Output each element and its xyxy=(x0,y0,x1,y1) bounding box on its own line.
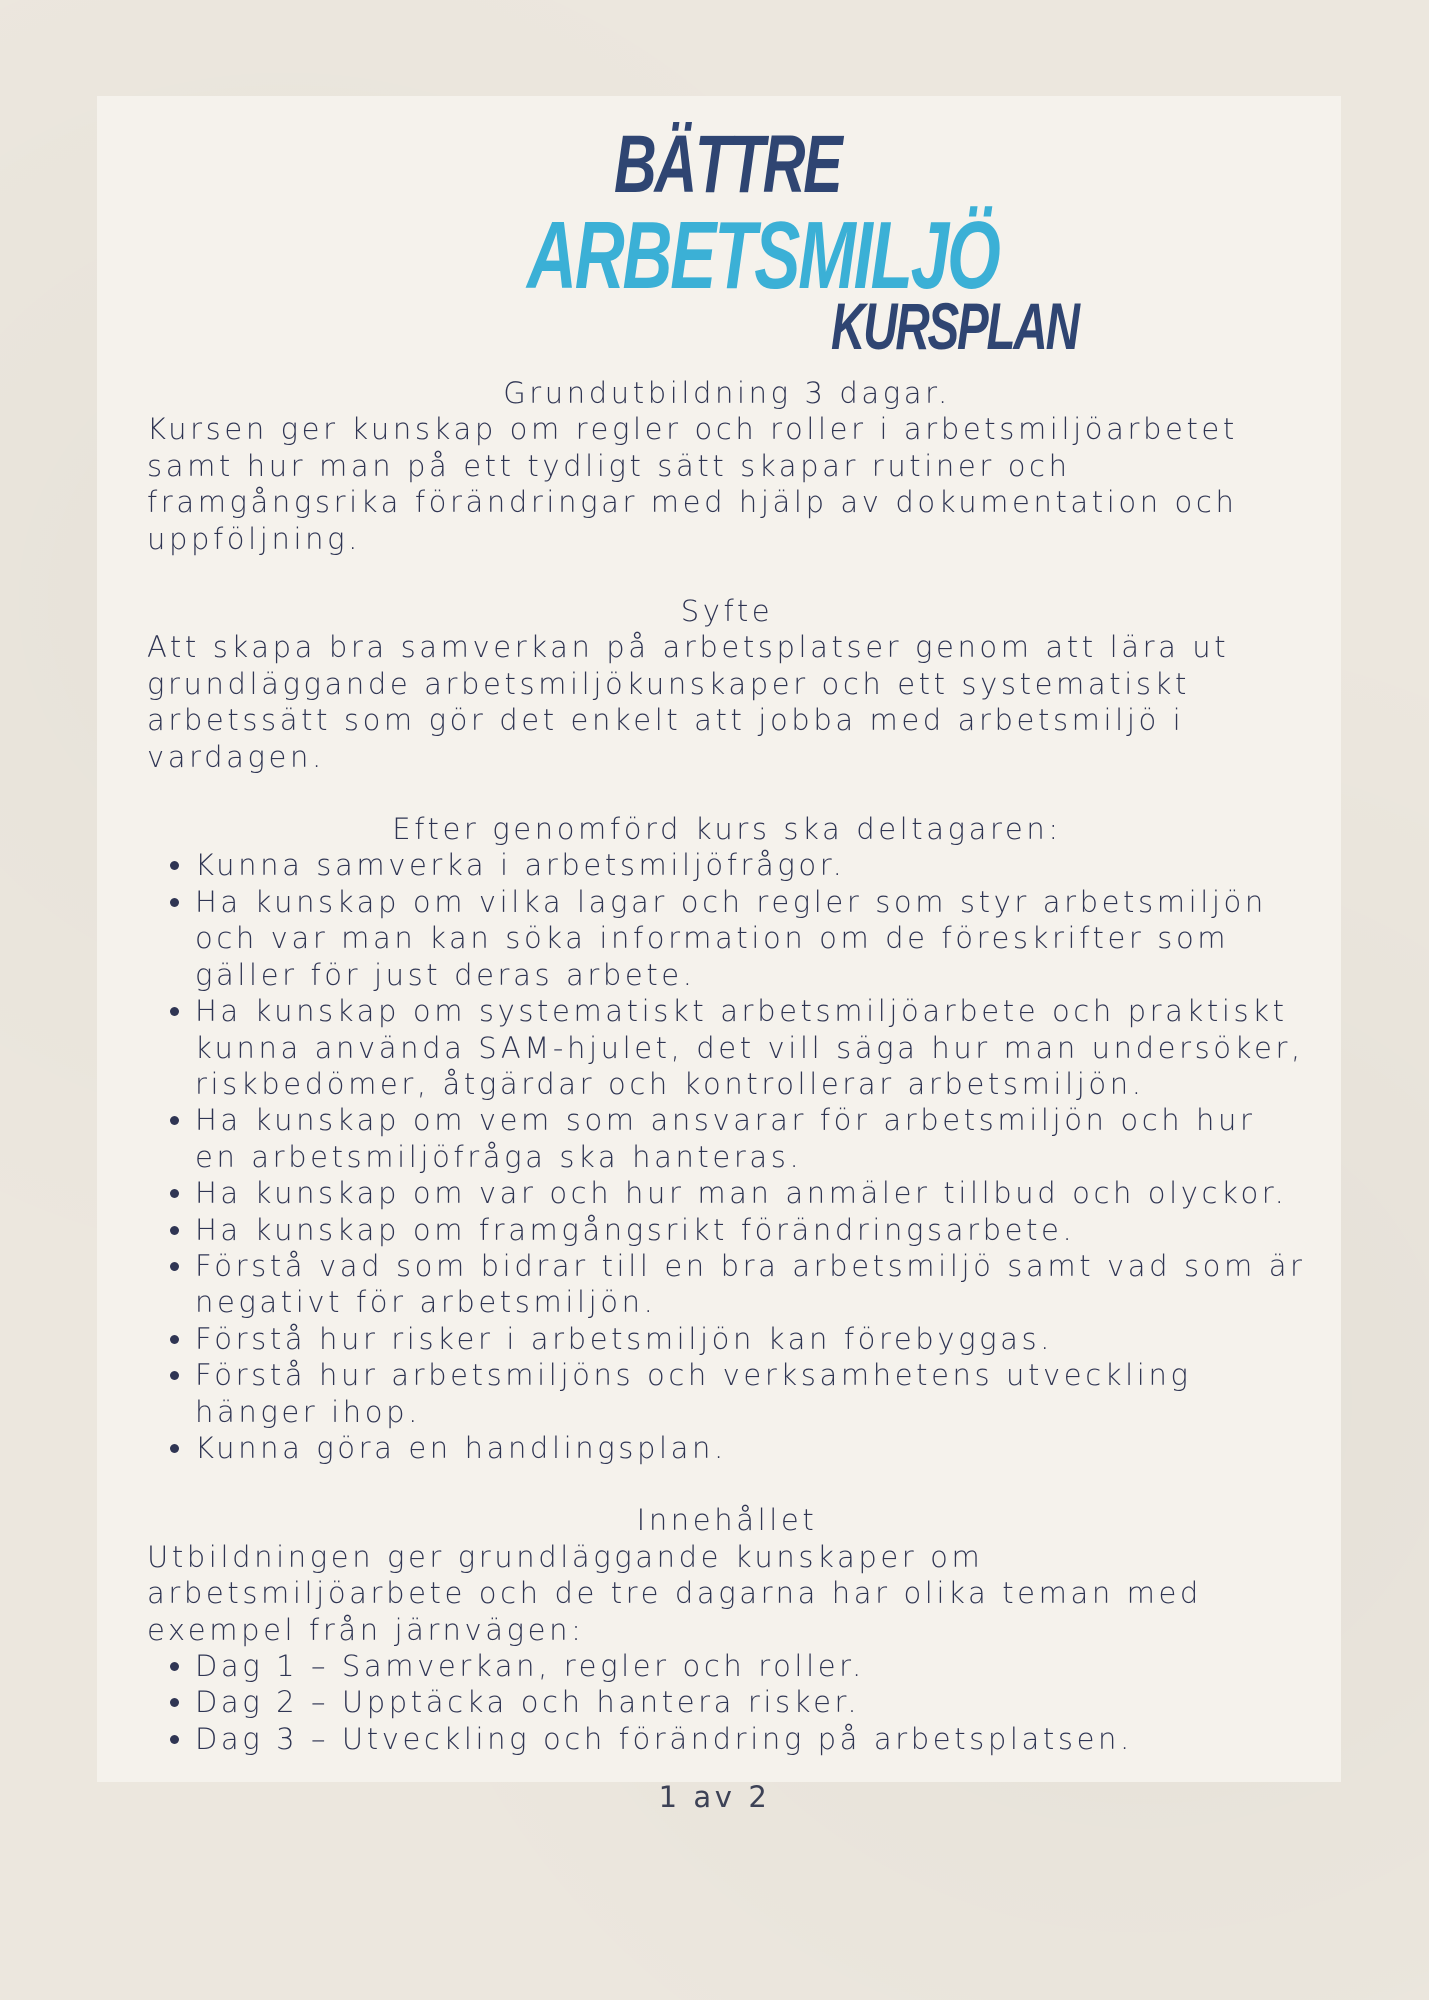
title-line-battre: BÄTTRE xyxy=(614,119,841,210)
content-heading: Innehållet xyxy=(636,1503,818,1538)
list-item: • Förstå vad som bidrar till en bra arbetsmiljö samt vad som är negativt för arbetsmiljön. xyxy=(195,1248,1307,1321)
list-item: • Dag 1 – Samverkan, regler och roller. xyxy=(195,1648,1307,1684)
content-card xyxy=(97,96,1341,1782)
title-line-kursplan: KURSPLAN xyxy=(831,289,1078,363)
outcomes-list xyxy=(147,847,1307,1466)
list-item: • Kunna samverka i arbetsmiljöfrågor. xyxy=(195,847,1307,883)
list-item: • Ha kunskap om framgångsrikt förändringsarbete. xyxy=(195,1212,1307,1248)
content-text: Utbildningen ger grundläggande kunskaper om arbetsmiljöarbete och de tre dagarna har olika teman med exempel från järnvägen: xyxy=(147,1539,1202,1647)
page-indicator: 1 av 2 xyxy=(658,1780,771,1814)
intro-heading: Grundutbildning 3 dagar. xyxy=(503,376,951,410)
purpose-text: Att skapa bra samverkan på arbetsplatser genom att lära ut grundläggande arbetsmiljökunskaper och ett systematiskt arbetssätt som gör det enkelt att jobba med arbetsmiljö i vardagen. xyxy=(147,630,1230,774)
document-title xyxy=(97,96,1341,363)
list-item: • Dag 2 – Upptäcka och hantera risker. xyxy=(195,1684,1307,1720)
title-line-arbetsmiljo: ARBETSMILJÖ xyxy=(527,202,999,309)
list-item: • Ha kunskap om vilka lagar och regler som styr arbetsmiljön och var man kan söka information om de föreskrifter som gäller för just deras arbete. xyxy=(195,884,1307,993)
list-item: • Ha kunskap om vem som ansvarar för arbetsmiljön och hur en arbetsmiljöfråga ska hanteras. xyxy=(195,1102,1307,1175)
intro-text: Kursen ger kunskap om regler och roller i arbetsmiljöarbetet samt hur man på ett tydligt sätt skapar rutiner och framgångsrika förändringar med hjälp av dokumentation och uppföljning. xyxy=(147,412,1238,556)
list-item: • Förstå hur arbetsmiljöns och verksamhetens utveckling hänger ihop. xyxy=(195,1357,1307,1430)
document-body xyxy=(147,375,1307,1757)
list-item: • Kunna göra en handlingsplan. xyxy=(195,1430,1307,1466)
purpose-heading: Syfte xyxy=(680,594,774,629)
list-item: • Ha kunskap om var och hur man anmäler tillbud och olyckor. xyxy=(195,1175,1307,1211)
list-item: • Dag 3 – Utveckling och förändring på arbetsplatsen. xyxy=(195,1721,1307,1757)
day-list xyxy=(147,1648,1307,1757)
outcomes-heading: Efter genomförd kurs ska deltagaren: xyxy=(392,812,1062,847)
list-item: • Förstå hur risker i arbetsmiljön kan förebyggas. xyxy=(195,1321,1307,1357)
list-item: • Ha kunskap om systematiskt arbetsmiljöarbete och praktiskt kunna använda SAM-hjulet, det vill säga hur man undersöker, riskbedömer, åtgärdar och kontrollerar arbetsmiljön. xyxy=(195,993,1307,1102)
